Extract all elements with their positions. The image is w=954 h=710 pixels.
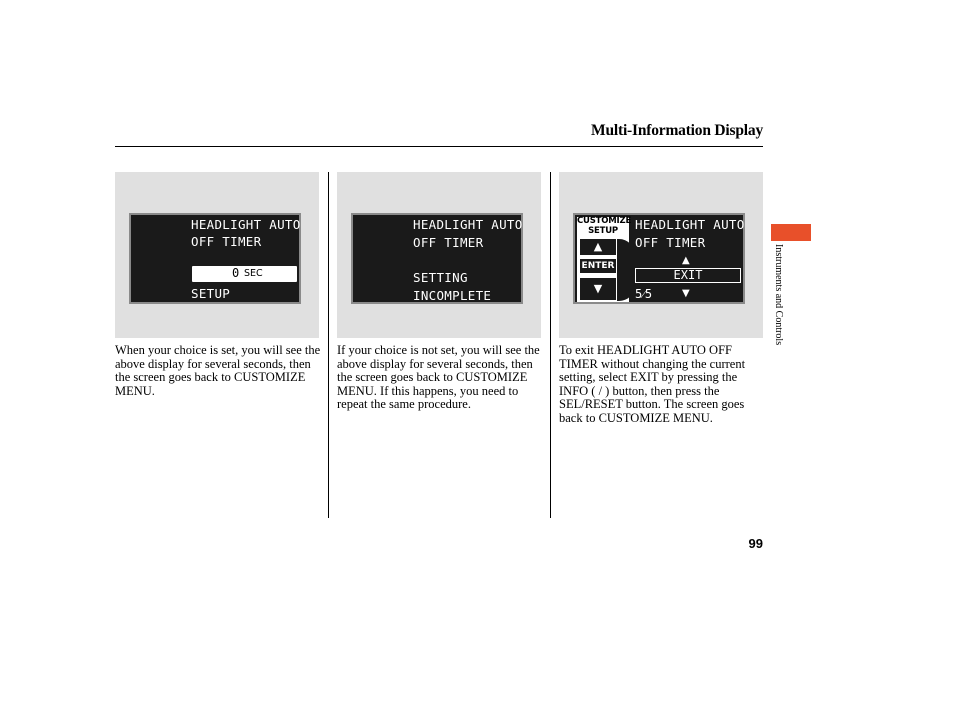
- screen-line-2: OFF TIMER: [413, 235, 484, 250]
- screen-line-4: INCOMPLETE: [413, 288, 492, 303]
- caption-set: When your choice is set, you will see the above display for several seconds, then the screen goes back to CUSTOMIZE MENU.: [115, 343, 321, 398]
- screen-line-1: HEADLIGHT AUTO: [635, 217, 745, 232]
- display-illustration-set: [115, 172, 319, 338]
- column-divider-2: [550, 172, 551, 518]
- timer-value: 0: [232, 266, 240, 280]
- display-screen: [573, 213, 745, 304]
- timer-unit: SEC: [244, 268, 263, 279]
- screen-line-2: OFF TIMER: [635, 235, 706, 250]
- display-screen: [351, 213, 523, 304]
- down-arrow-icon: ▼: [580, 278, 616, 300]
- display-illustration-incomplete: [337, 172, 541, 338]
- section-label: Instruments and Controls: [773, 244, 784, 346]
- up-arrow-icon: ▲: [580, 239, 616, 255]
- menu-dial-icon: [617, 239, 635, 301]
- column-divider-1: [328, 172, 329, 518]
- exit-label: EXIT: [673, 268, 703, 282]
- scroll-up-icon: ▲: [682, 255, 690, 266]
- enter-label: ENTER: [581, 261, 615, 271]
- display-illustration-exit: [559, 172, 763, 338]
- scroll-down-icon: ▼: [682, 288, 690, 299]
- section-tab: [771, 224, 811, 241]
- page-title: Multi-Information Display: [591, 122, 763, 139]
- display-screen: [129, 213, 301, 304]
- selected-value-box: [192, 266, 297, 282]
- menu-title: [577, 216, 632, 236]
- screen-line-1: HEADLIGHT AUTO: [413, 217, 523, 232]
- screen-line-3: SETTING: [413, 270, 468, 285]
- screen-line-1: HEADLIGHT AUTO: [191, 217, 301, 232]
- page-indicator: 5⁄5: [635, 287, 653, 301]
- menu-title-line-1: CUSTOMIZE: [577, 216, 632, 226]
- customize-menu-column: [577, 216, 632, 302]
- caption-incomplete: If your choice is not set, you will see the above display for several seconds, then the screen goes back to CUSTOMIZE MENU. If this happens, you need to repeat the same procedure.: [337, 343, 540, 411]
- menu-title-line-2: SETUP: [588, 225, 618, 236]
- page-number: 99: [748, 536, 763, 551]
- caption-exit: To exit HEADLIGHT AUTO OFF TIMER without changing the current setting, select EXIT by pressing the INFO ( / ) button, then press the SEL/RESET button. The screen goes back to CUSTOMIZE MENU.: [559, 343, 746, 425]
- screen-line-4: SETUP: [191, 286, 231, 301]
- screen-line-2: OFF TIMER: [191, 234, 262, 249]
- exit-option: [635, 268, 741, 283]
- header-rule: [115, 146, 763, 147]
